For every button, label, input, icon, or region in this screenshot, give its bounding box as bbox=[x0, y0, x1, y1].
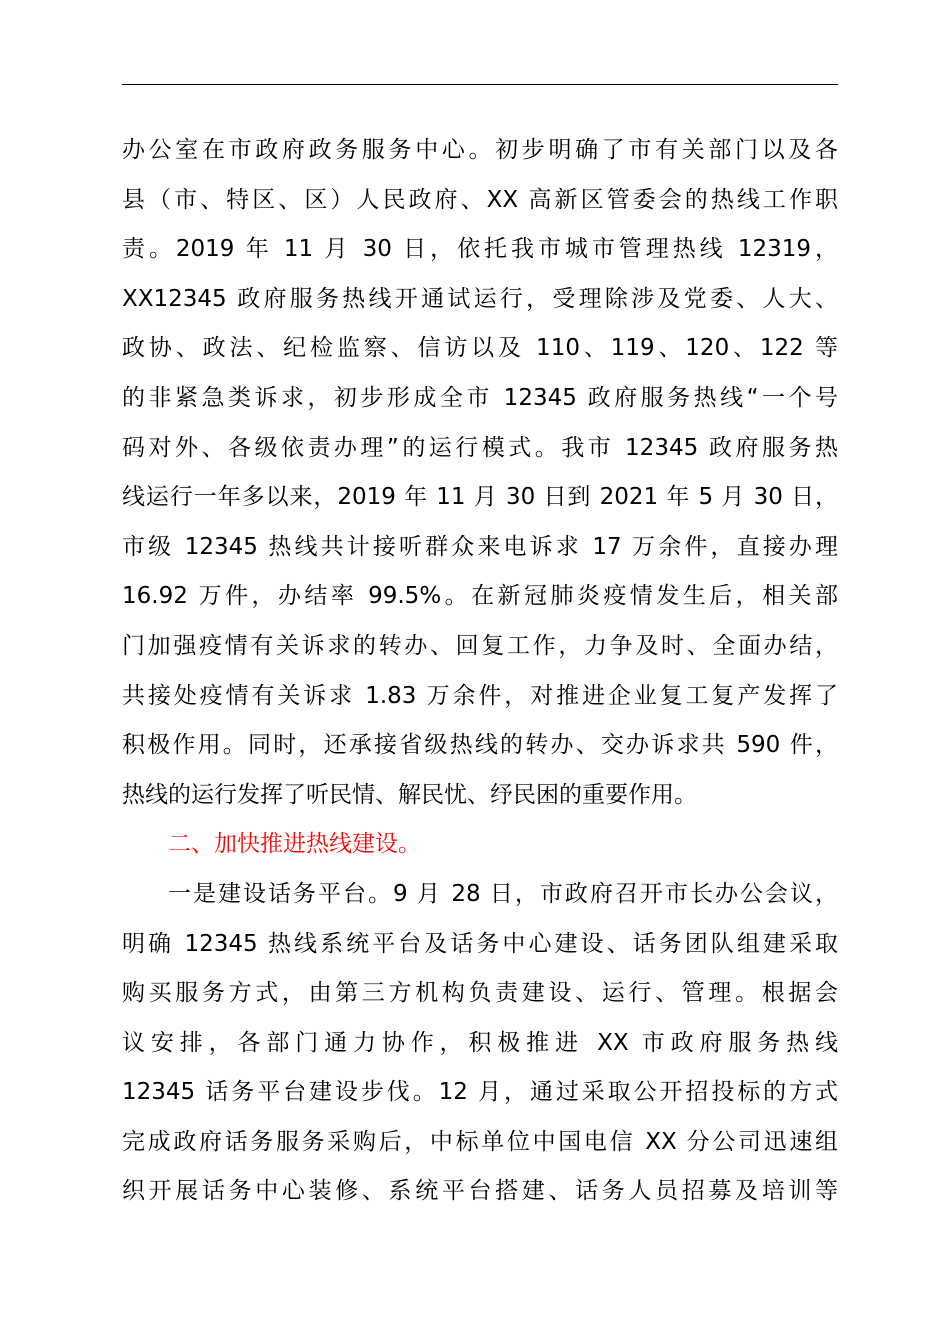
paragraph-line: 的非紧急类诉求，初步形成全市 12345 政府服务热线“一个号 bbox=[122, 384, 838, 411]
paragraph-line: 共接处疫情有关诉求 1.83 万余件，对推进企业复工复产发挥了 bbox=[122, 682, 838, 709]
paragraph-line: 门加强疫情有关诉求的转办、回复工作，力争及时、全面办结， bbox=[122, 632, 838, 659]
paragraph-line: 16.92 万件，办结率 99.5%。在新冠肺炎疫情发生后，相关部 bbox=[122, 583, 838, 610]
paragraph-line: 办公室在市政府政务服务中心。初步明确了市有关部门以及各 bbox=[122, 137, 838, 163]
section-heading: 二、加快推进热线建设。 bbox=[168, 831, 421, 858]
document-body bbox=[122, 126, 838, 1217]
paragraph-line: 政协、政法、纪检监察、信访以及 110、119、120、122 等 bbox=[122, 335, 838, 362]
paragraph-line: 12345 话务平台建设步伐。12 月，通过采取公开招投标的方式 bbox=[122, 1079, 838, 1106]
paragraph-line: 积极作用。同时，还承接省级热线的转办、交办诉求共 590 件， bbox=[122, 732, 838, 759]
paragraph-line: 县（市、特区、区）人民政府、XX 高新区管委会的热线工作职 bbox=[122, 186, 838, 213]
paragraph-line: 线运行一年多以来，2019 年 11 月 30 日到 2021 年 5 月 30 日， bbox=[122, 484, 838, 511]
paragraph-line: 责。2019 年 11 月 30 日，依托我市城市管理热线 12319， bbox=[122, 236, 838, 263]
header-rule bbox=[122, 84, 838, 85]
paragraph-line: 完成政府话务服务采购后，中标单位中国电信 XX 分公司迅速组 bbox=[122, 1128, 838, 1155]
paragraph-line: 购买服务方式，由第三方机构负责建设、运行、管理。根据会 bbox=[122, 980, 838, 1007]
paragraph-line: 明确 12345 热线系统平台及话务中心建设、话务团队组建采取 bbox=[122, 930, 838, 957]
paragraph-line: 一是建设话务平台。9 月 28 日，市政府召开市长办公会议， bbox=[168, 880, 838, 907]
paragraph-line: XX12345 政府服务热线开通试运行，受理除涉及党委、人大、 bbox=[122, 285, 838, 312]
paragraph-line: 织开展话务中心装修、系统平台搭建、话务人员招募及培训等 bbox=[122, 1178, 838, 1205]
paragraph-line: 热线的运行发挥了听民情、解民忧、纾民困的重要作用。 bbox=[122, 781, 697, 808]
paragraph-line: 市级 12345 热线共计接听群众来电诉求 17 万余件，直接办理 bbox=[122, 533, 838, 560]
paragraph-line: 码对外、各级依责办理”的运行模式。我市 12345 政府服务热 bbox=[122, 434, 838, 461]
paragraph-line: 议安排，各部门通力协作，积极推进 XX 市政府服务热线 bbox=[122, 1029, 838, 1056]
